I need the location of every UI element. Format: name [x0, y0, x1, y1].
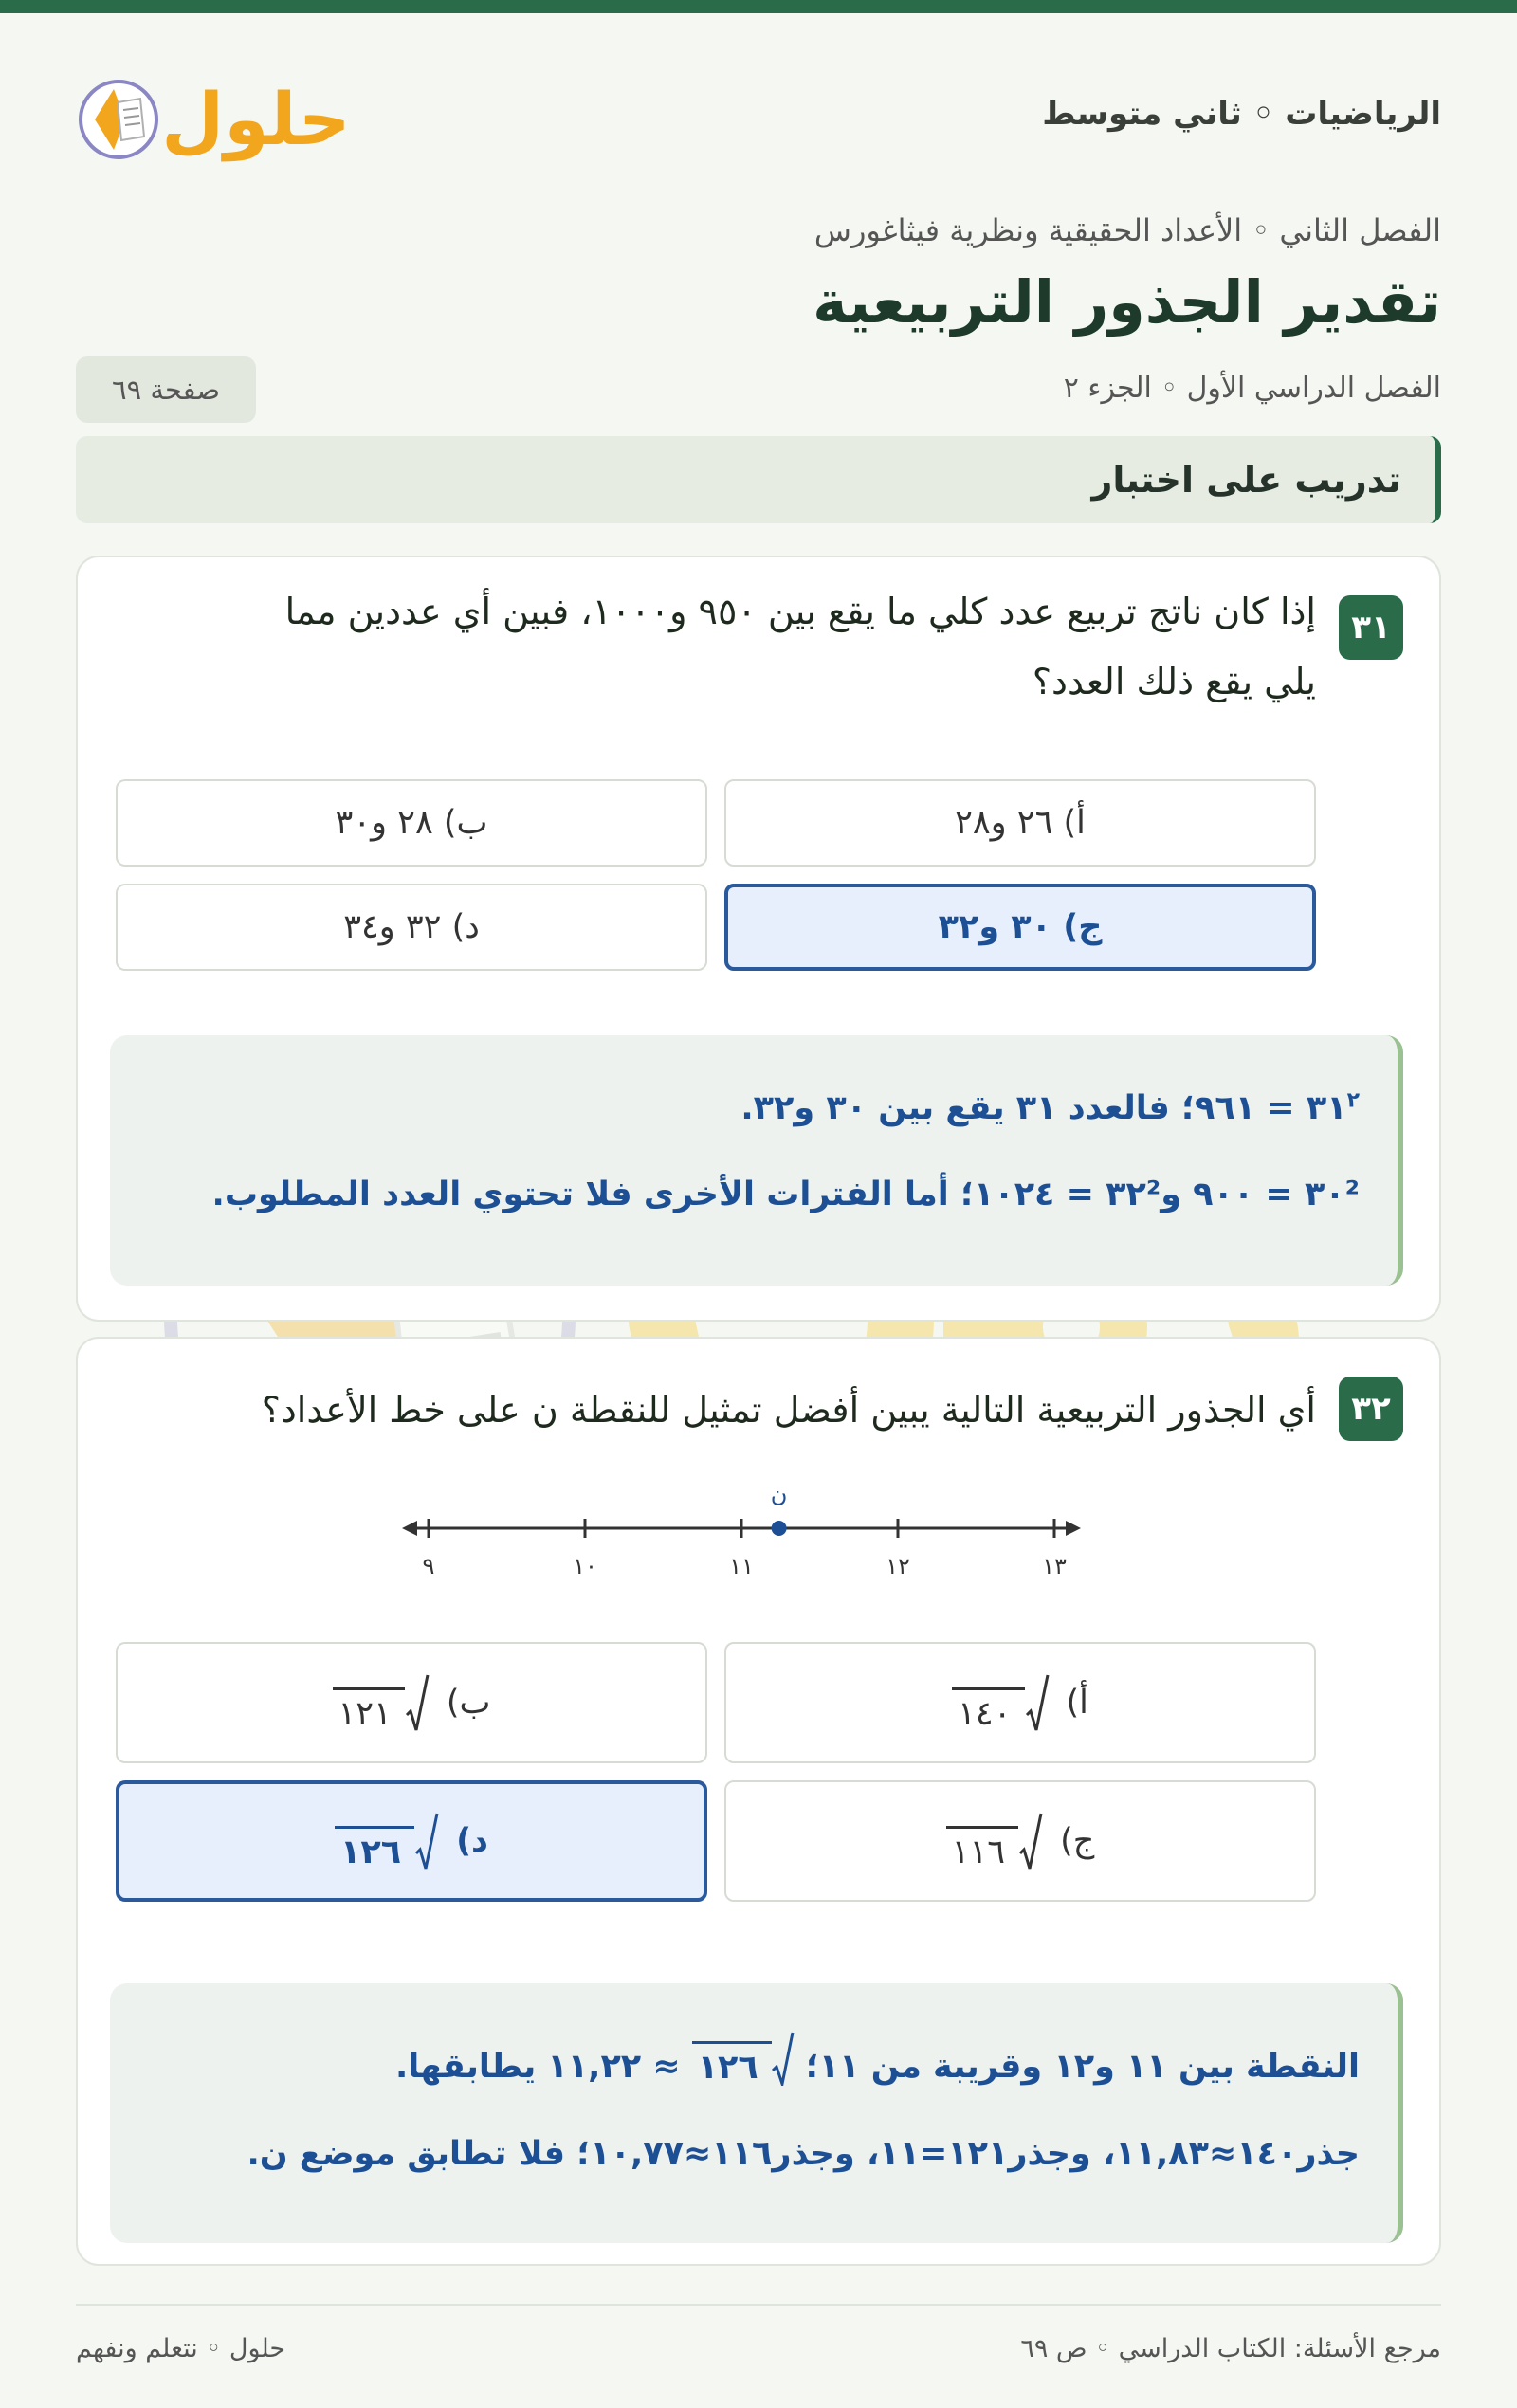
- section-title: تدريب على اختبار: [76, 436, 1441, 523]
- answer-base: $٣١^٢$ = ٩٦١؛ فالعدد ٣١ يقع بين ٣٠ و٣٢.: [740, 1088, 1360, 1127]
- square-root: [692, 2031, 795, 2086]
- page-badge: صفحة ٦٩: [76, 356, 256, 423]
- radical-sign-icon: [1018, 1812, 1043, 1870]
- option-d[interactable]: د) ٣٢ و٣٤: [116, 884, 707, 971]
- square-root: [333, 1673, 430, 1732]
- answer-text: ≈ ١١,٢٢ يطابقها.: [394, 2048, 681, 2086]
- hulul-logo[interactable]: [76, 61, 351, 174]
- radical-sign-icon: [405, 1673, 430, 1732]
- footer-divider: [76, 2304, 1441, 2306]
- option-b[interactable]: ب) ٢٨ و٣٠: [116, 779, 707, 867]
- footer-brand: حلول ◦ نتعلم ونفهم: [76, 2334, 286, 2363]
- page-header: [76, 13, 1441, 212]
- semester-info: الفصل الدراسي الأول ◦ الجزء ٢: [1063, 372, 1441, 405]
- point-n-label: ن: [770, 1481, 788, 1507]
- answer-box: [110, 1035, 1403, 1286]
- option-b[interactable]: [116, 1642, 707, 1763]
- answer-line: ٣٠² = ٩٠٠ و٣٢² = ١٠٢٤؛ أما الفترات الأخرى فلا تحتوي العدد المطلوب.: [211, 1176, 1360, 1213]
- question-text-line: يلي يقع ذلك العدد؟: [1032, 661, 1316, 702]
- logo-icon: [76, 61, 351, 174]
- square-root: [946, 1812, 1043, 1870]
- question-text: [285, 576, 1316, 717]
- option-d-selected[interactable]: [116, 1780, 707, 1902]
- arrow-left-icon: [402, 1521, 417, 1536]
- option-label: ج): [1060, 1822, 1095, 1860]
- option-c-selected[interactable]: ج) ٣٠ و٣٢: [724, 884, 1316, 971]
- option-c[interactable]: [724, 1780, 1316, 1902]
- option-a[interactable]: أ) ٢٦ و٢٨: [724, 779, 1316, 867]
- question-number: ٣١: [1339, 595, 1403, 660]
- number-line-tick-label: ١٠: [573, 1553, 597, 1579]
- question-number: ٣٢: [1339, 1377, 1403, 1441]
- option-a[interactable]: [724, 1642, 1316, 1763]
- number-line-tick-label: ١٢: [886, 1553, 910, 1579]
- answer-line: جذر١٤٠≈١١,٨٣، وجذر١٢١=١١، وجذر١١٦≈١٠,٧٧؛ فلا تطابق موضع ن.: [247, 2135, 1360, 2173]
- lesson-title: تقدير الجذور التربيعية: [813, 267, 1441, 337]
- radical-sign-icon: [414, 1812, 439, 1870]
- arrow-right-icon: [1066, 1521, 1081, 1536]
- footer-reference: مرجع الأسئلة: الكتاب الدراسي ◦ ص ٦٩: [1020, 2334, 1441, 2363]
- option-label: أ): [1066, 1684, 1088, 1722]
- question-card-31: [76, 556, 1441, 1322]
- chapter-breadcrumb: الفصل الثاني ◦ الأعداد الحقيقية ونظرية فيثاغورس: [813, 212, 1441, 248]
- answer-box: [110, 1983, 1403, 2243]
- radicand: ١١٦: [946, 1826, 1018, 1871]
- question-text: أي الجذور التربيعية التالية يبين أفضل تمثيل للنقطة ن على خط الأعداد؟: [261, 1389, 1316, 1431]
- number-line-tick-label: ١٣: [1042, 1553, 1067, 1579]
- question-card-32: [76, 1337, 1441, 2266]
- number-line-tick-label: ٩: [422, 1553, 435, 1579]
- point-n: [772, 1521, 787, 1536]
- square-root: [952, 1673, 1049, 1732]
- question-text-line: إذا كان ناتج تربيع عدد كلي ما يقع بين ٩٥٠ و١٠٠٠، فبين أي عددين مما: [284, 591, 1316, 632]
- radicand: ١٢٦: [335, 1826, 414, 1871]
- top-accent-bar: [0, 0, 1517, 13]
- answer-text: النقطة بين ١١ و١٢ وقريبة من ١١؛: [805, 2048, 1360, 2086]
- page: [76, 13, 1441, 2173]
- answer-line: [395, 2031, 1360, 2086]
- square-root: [335, 1812, 439, 1870]
- number-line-tick-label: ١١: [729, 1553, 754, 1579]
- radicand: ١٤٠: [952, 1687, 1024, 1733]
- number-line: [400, 1462, 1083, 1585]
- option-label: د): [456, 1822, 489, 1860]
- radical-sign-icon: [772, 2031, 795, 2086]
- radicand: ١٢١: [333, 1687, 405, 1733]
- radical-sign-icon: [1025, 1673, 1050, 1732]
- exponent: ٢: [1346, 1088, 1360, 1112]
- radicand: ١٢٦: [692, 2041, 772, 2087]
- answer-line: [740, 1088, 1360, 1127]
- subject-title: الرياضيات ◦ ثاني متوسط: [1042, 95, 1441, 133]
- logo-text: حلول: [161, 77, 351, 161]
- option-label: ب): [446, 1684, 491, 1722]
